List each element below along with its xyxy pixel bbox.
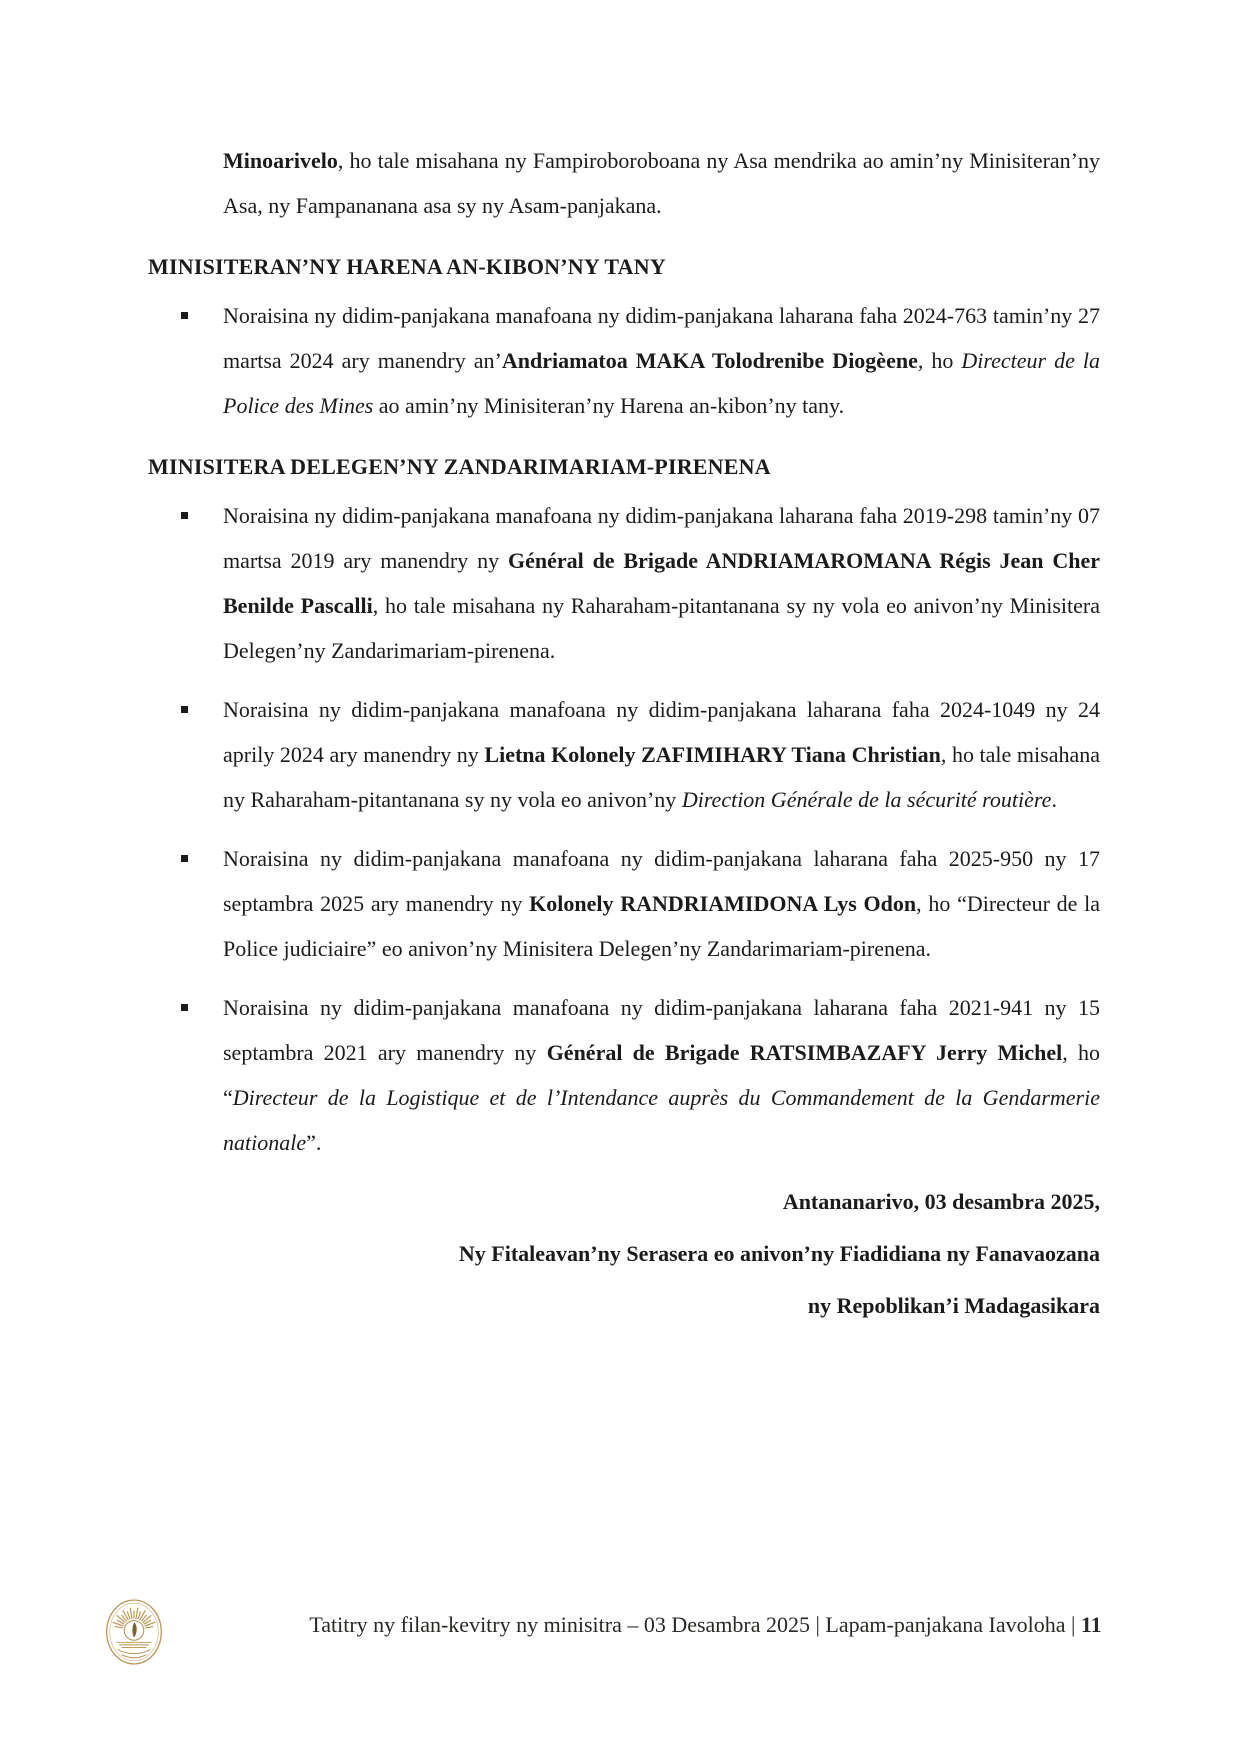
section-heading-zandarimariam-pirenena: MINISITERA DELEGEN’NY ZANDARIMARIAM-PIRENENA	[148, 454, 771, 479]
bullet-item	[148, 985, 1100, 1165]
bullet-marker	[181, 512, 188, 519]
bullet-marker	[181, 1004, 188, 1011]
page-number: 11	[1080, 1612, 1102, 1637]
section-heading-harena-an-kibon-ny-tany: MINISITERAN’NY HARENA AN-KIBON’NY TANY	[148, 254, 666, 279]
closing-block	[148, 1179, 1100, 1328]
bullet-text: Noraisina ny didim-panjakana manafoana ny didim-panjakana laharana faha 2019-298 tamin’ny 07 martsa 2019 ary manendry ny Général de Brigade ANDRIAMAROMANA Régis Jean Cher Benilde Pascalli, ho tale misahana ny Raharaham-pitantanana sy ny vola eo anivon’ny Minisitera Delegen’ny Zandarimariam-pirenena.	[223, 503, 1101, 663]
closing-date-line: Antananarivo, 03 desambra 2025,	[782, 1189, 1100, 1214]
footer-caption-text: Tatitry ny filan-kevitry ny minisitra – 03 Desambra 2025 | Lapam-panjakana Iavoloha |	[309, 1612, 1081, 1637]
bullet-item	[148, 293, 1100, 428]
bullet-text: Noraisina ny didim-panjakana manafoana ny didim-panjakana laharana faha 2025-950 ny 17 septambra 2025 ary manendry ny Kolonely RANDRIAMIDONA Lys Odon, ho “Directeur de la Police judiciaire” eo anivon’ny Minisitera Delegen’ny Zandarimariam-pirenena.	[223, 846, 1101, 961]
bullet-text: Noraisina ny didim-panjakana manafoana ny didim-panjakana laharana faha 2021-941 ny 15 septambra 2021 ary manendry ny Général de Brigade RATSIMBAZAFY Jerry Michel, ho “Directeur de la Logistique et de l’Intendance auprès du Commandement de la Gendarmerie nationale”.	[223, 995, 1101, 1155]
bullet-text: Noraisina ny didim-panjakana manafoana ny didim-panjakana laharana faha 2024-763 tamin’ny 27 martsa 2024 ary manendry an’Andriamatoa MAKA Tolodrenibe Diogèene, ho Directeur de la Police des Mines ao amin’ny Minisiteran’ny Harena an-kibon’ny tany.	[223, 303, 1100, 418]
intro-paragraph: Minoarivelo, ho tale misahana ny Fampiroboroboana ny Asa mendrika ao amin’ny Minisiteran’ny Asa, ny Fampananana asa sy ny Asam-panjakana.	[223, 148, 1100, 218]
bullet-item	[148, 493, 1100, 673]
bullet-text: Noraisina ny didim-panjakana manafoana ny didim-panjakana laharana faha 2024-1049 ny 24 aprily 2024 ary manendry ny Lietna Kolonely ZAFIMIHARY Tiana Christian, ho tale misahana ny Raharaham-pitantanana sy ny vola eo anivon’ny Direction Générale de la sécurité routière.	[223, 697, 1101, 812]
bullet-marker	[181, 706, 188, 713]
state-seal-icon	[103, 1598, 165, 1666]
bullet-item	[148, 687, 1100, 822]
bullet-item	[148, 836, 1100, 971]
closing-office-line: Ny Fitaleavan’ny Serasera eo anivon’ny Fiadidiana ny Fanavaozana	[458, 1241, 1100, 1266]
document-body	[148, 138, 1100, 1335]
bullet-marker	[181, 312, 188, 319]
page-footer	[210, 1612, 1201, 1638]
closing-republic-line: ny Repoblikan’i Madagasikara	[807, 1293, 1100, 1318]
bullet-marker	[181, 855, 188, 862]
